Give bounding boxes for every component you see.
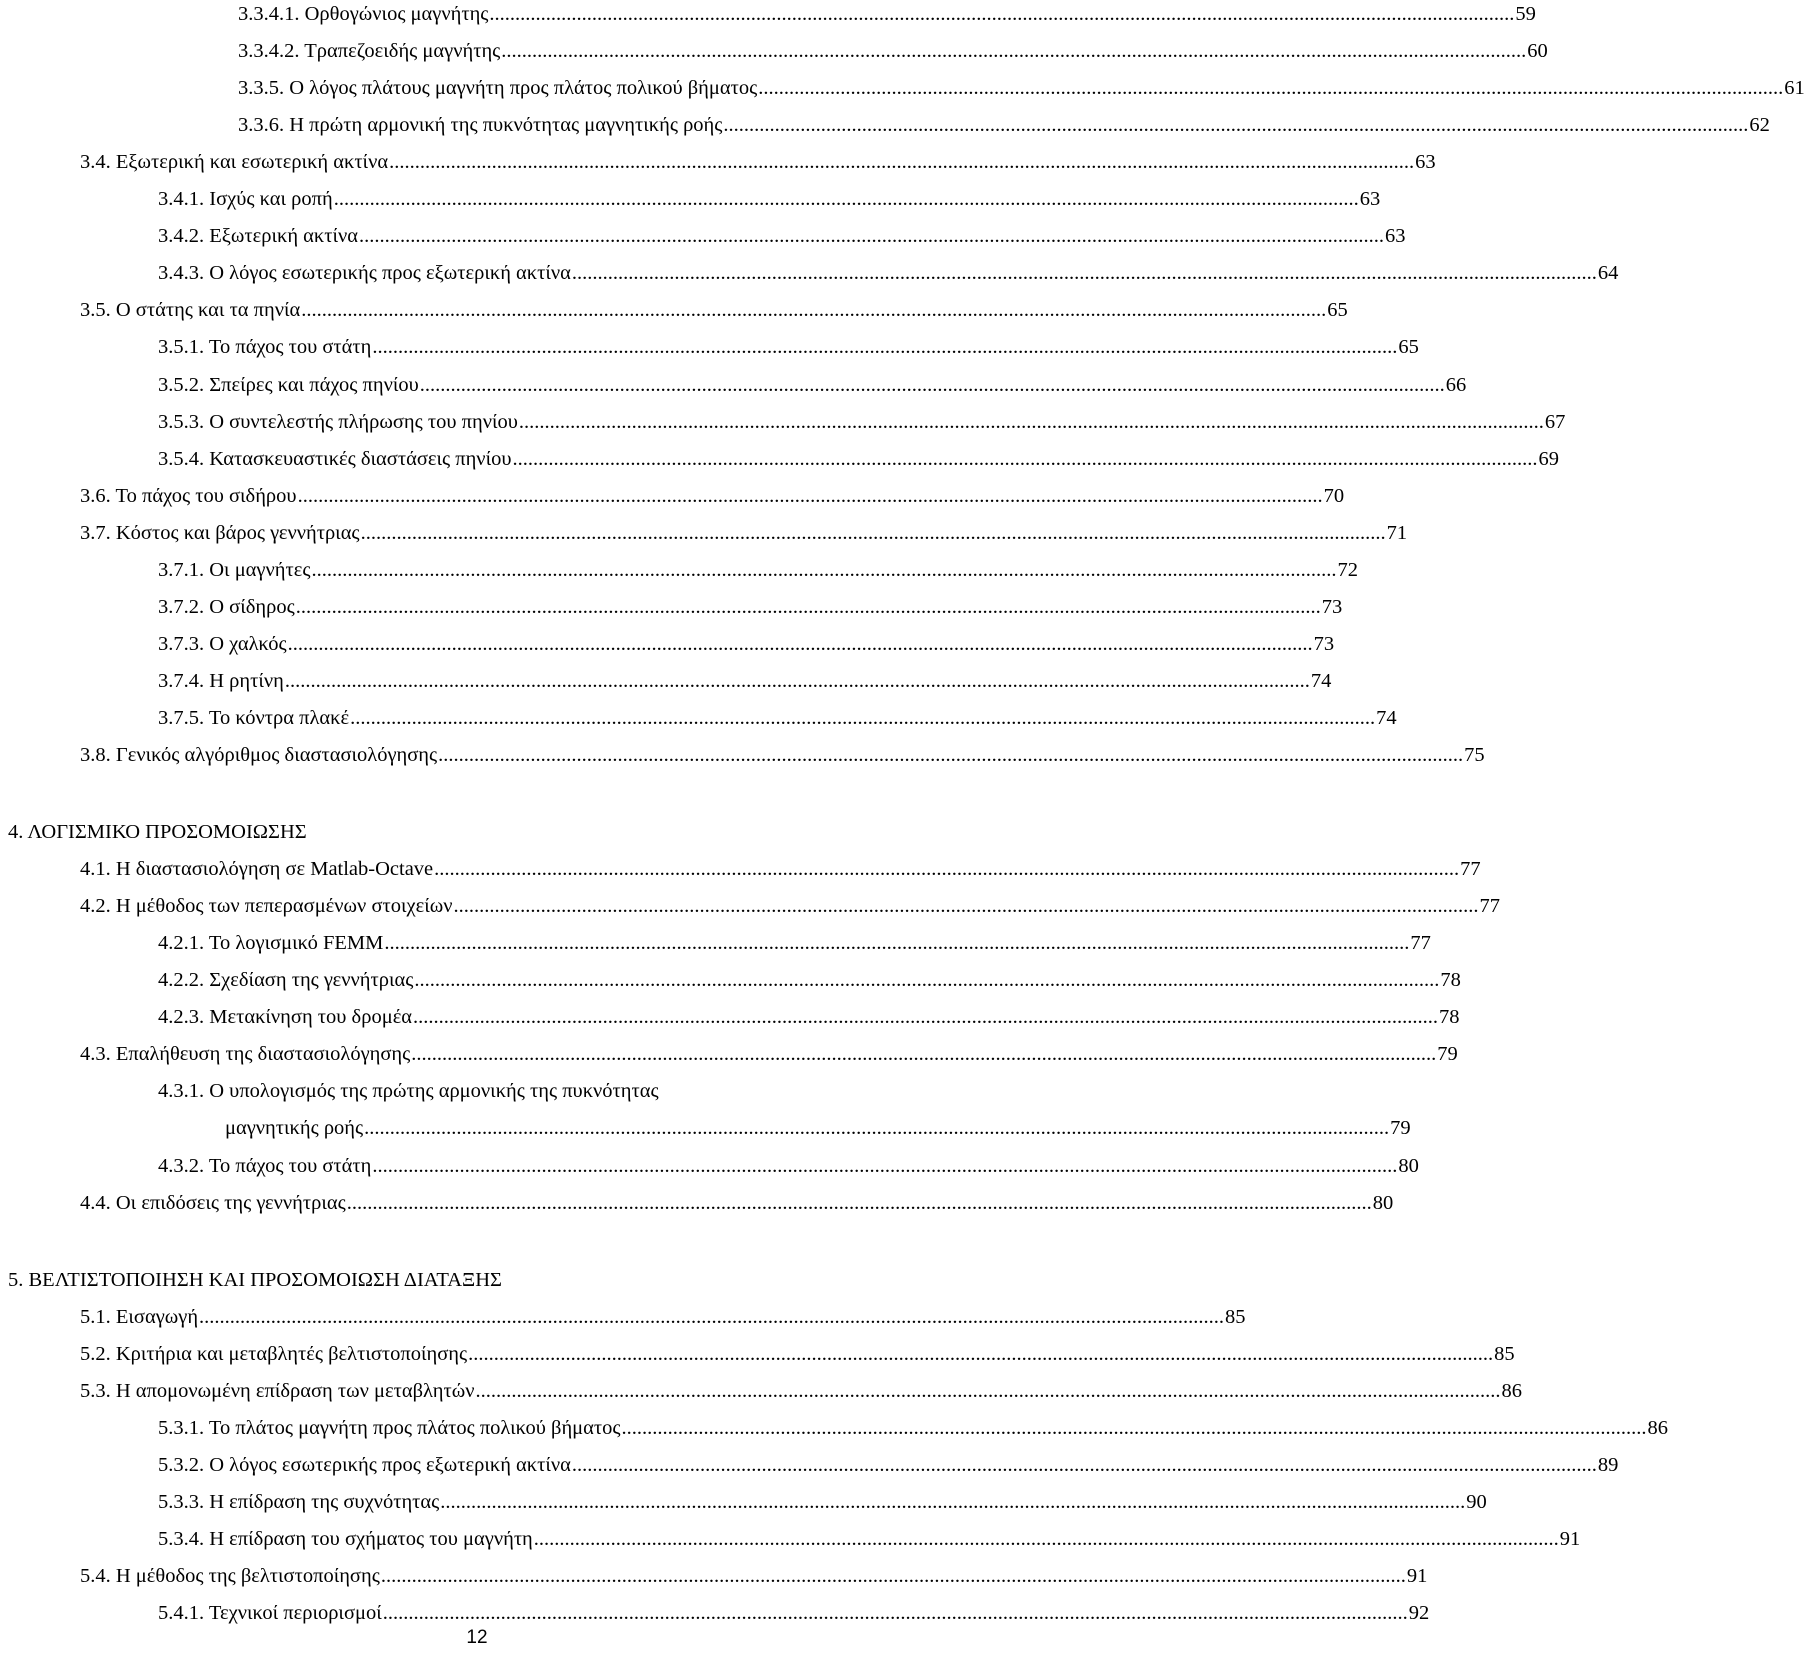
toc-entry-page: 63 xyxy=(1385,225,1406,248)
toc-dot-leader: ........................................................................................................................................................................................................ xyxy=(438,744,1464,766)
toc-entry-page: 73 xyxy=(1321,595,1343,618)
toc-entry-label: 3.3.4.1. Ορθογώνιος μαγνήτης xyxy=(238,3,489,25)
toc-dot-leader: ........................................................................................................................................................................................................ xyxy=(382,1602,1408,1625)
toc-entry[interactable] xyxy=(158,439,1559,479)
toc-entry-page: 79 xyxy=(1390,1117,1411,1140)
toc-entry-page: 92 xyxy=(1408,1602,1430,1625)
toc-dot-leader: ........................................................................................................................................................................................................ xyxy=(571,262,1597,285)
toc-entry[interactable] xyxy=(158,997,1460,1037)
toc-dot-leader: ........................................................................................................................................................................................................ xyxy=(414,969,1440,992)
toc-entry-page: 85 xyxy=(1494,1342,1515,1365)
toc-entry-label: 5.3. Η απομονωμένη επίδραση των μεταβλητών xyxy=(80,1379,475,1402)
toc-entry-label: 3.7. Κόστος και βάρος γεννήτριας xyxy=(80,521,360,544)
toc-dot-leader: ........................................................................................................................................................................................................ xyxy=(360,521,1386,544)
toc-entry-page: 91 xyxy=(1406,1565,1428,1587)
toc-entry-label: 4.2.2. Σχεδίαση της γεννήτριας xyxy=(158,969,414,992)
toc-entry-label: 3.6. Το πάχος του σιδήρου xyxy=(80,484,297,507)
toc-entry[interactable] xyxy=(8,812,930,852)
toc-entry-label: 3.3.5. Ο λόγος πλάτους μαγνήτη προς πλάτος πολικού βήματος xyxy=(238,77,758,100)
toc-dot-leader: ........................................................................................................................................................................................................ xyxy=(758,77,1784,100)
toc-entry-page: 80 xyxy=(1398,1154,1419,1177)
toc-entry-page: 63 xyxy=(1415,151,1436,174)
toc-entry-label: 3.4.3. Ο λόγος εσωτερικής προς εξωτερική ακτίνα xyxy=(158,262,571,285)
toc-entry-label: 3.8. Γενικός αλγόριθμος διαστασιολόγησης xyxy=(80,744,438,766)
toc-entry[interactable] xyxy=(80,142,1436,182)
toc-entry-label: 5.1. Εισαγωγή xyxy=(80,1305,199,1328)
toc-dot-leader: ........................................................................................................................................................................................................ xyxy=(475,1379,1501,1402)
toc-entry[interactable] xyxy=(158,661,1332,701)
toc-entry-label: 5.3.3. Η επίδραση της συχνότητας xyxy=(158,1490,440,1513)
toc-dot-leader: ........................................................................................................................................................................................................ xyxy=(287,632,1313,655)
toc-entry-label: 5.4.1. Τεχνικοί περιορισμοί xyxy=(158,1602,382,1625)
toc-entry-label: 3.7.4. Η ρητίνη xyxy=(158,669,284,692)
toc-entry-label: 4.1. Η διαστασιολόγηση σε Matlab-Octave xyxy=(80,858,434,881)
toc-entry[interactable] xyxy=(238,105,1770,145)
toc-entry-page: 65 xyxy=(1327,299,1348,322)
toc-entry-page: 78 xyxy=(1439,1006,1460,1029)
toc-entry[interactable] xyxy=(158,253,1619,293)
toc-dot-leader: ........................................................................................................................................................................................................ xyxy=(333,188,1359,211)
page-number: 12 xyxy=(466,1627,488,1648)
toc-entry[interactable] xyxy=(158,365,1467,405)
toc-entry[interactable] xyxy=(80,1556,1428,1596)
toc-entry-page: 74 xyxy=(1376,706,1397,729)
toc-dot-leader: ........................................................................................................................................................................................................ xyxy=(723,114,1749,137)
toc-dot-leader: ........................................................................................................................................................................................................ xyxy=(419,373,1445,396)
toc-entry[interactable] xyxy=(80,476,1345,516)
toc-entry[interactable] xyxy=(158,1146,1419,1186)
toc-entry[interactable] xyxy=(80,290,1348,330)
toc-dot-leader: ........................................................................................................................................................................................................ xyxy=(440,1490,1466,1513)
toc-entry-page: 59 xyxy=(1515,3,1536,25)
toc-entry-label: 3.5.4. Κατασκευαστικές διαστάσεις πηνίου xyxy=(158,447,512,470)
toc-entry-page: 74 xyxy=(1310,669,1332,692)
toc-entry[interactable] xyxy=(238,31,1548,71)
toc-entry-label: 3.5.1. Το πάχος του στάτη xyxy=(158,336,372,359)
toc-entry-label: 3.4. Εξωτερική και εσωτερική ακτίνα xyxy=(80,151,389,174)
toc-entry-page: 71 xyxy=(1386,521,1408,544)
toc-dot-leader: ........................................................................................................................................................................................................ xyxy=(301,299,1327,322)
toc-entry-page: 73 xyxy=(1313,632,1335,655)
toc-entry[interactable] xyxy=(8,1260,930,1300)
toc-dot-leader: ........................................................................................................................................................................................................ xyxy=(384,932,1410,955)
toc-entry-label: 4.3. Επαλήθευση της διαστασιολόγησης xyxy=(80,1043,411,1066)
toc-entry-label: 4. ΛΟΓΙΣΜΙΚΟ ΠΡΟΣΟΜΟΙΩΣΗΣ xyxy=(8,821,307,844)
toc-entry-label: 5. ΒΕΛΤΙΣΤΟΠΟΙΗΣΗ ΚΑΙ ΠΡΟΣΟΜΟΙΩΣΗ ΔΙΑΤΑΞΗΣ xyxy=(8,1268,502,1291)
toc-dot-leader: ........................................................................................................................................................................................................ xyxy=(295,595,1321,618)
toc-entry[interactable] xyxy=(158,1445,1619,1485)
toc-entry-page: 78 xyxy=(1440,969,1461,992)
toc-entry[interactable] xyxy=(80,513,1408,553)
toc-entry[interactable] xyxy=(158,402,1566,442)
toc-dot-leader: ........................................................................................................................................................................................................ xyxy=(284,669,1310,692)
toc-entry-page: 79 xyxy=(1437,1043,1458,1066)
toc-entry-label: 5.3.4. Η επίδραση του σχήματος του μαγνήτη xyxy=(158,1527,533,1550)
toc-entry-page: 77 xyxy=(1410,932,1431,955)
toc-entry-label: 3.4.2. Εξωτερική ακτίνα xyxy=(158,225,359,248)
toc-entry-page: 64 xyxy=(1597,262,1619,285)
toc-entry[interactable] xyxy=(238,0,1536,34)
toc-entry-page: 91 xyxy=(1559,1527,1581,1550)
toc-entry-page: 89 xyxy=(1597,1453,1619,1476)
toc-entry-label: 3.3.6. Η πρώτη αρμονική της πυκνότητας μαγνητικής ροής xyxy=(238,114,723,137)
toc-entry[interactable] xyxy=(158,923,1431,963)
toc-entry-page: 69 xyxy=(1538,447,1559,470)
toc-dot-leader: ........................................................................................................................................................................................................ xyxy=(199,1305,1225,1328)
toc-entry[interactable] xyxy=(158,550,1358,590)
toc-entry-page: 62 xyxy=(1749,114,1770,137)
toc-dot-leader: ........................................................................................................................................................................................................ xyxy=(571,1453,1597,1476)
toc-entry-label: 5.4. Η μέθοδος της βελτιστοποίησης xyxy=(80,1565,380,1587)
toc-dot-leader: ........................................................................................................................................................................................................ xyxy=(372,1154,1398,1177)
toc-dot-leader: ........................................................................................................................................................................................................ xyxy=(501,40,1527,63)
toc-dot-leader: ........................................................................................................................................................................................................ xyxy=(533,1527,1559,1550)
toc-entry[interactable] xyxy=(158,624,1335,664)
toc-dot-leader: ........................................................................................................................................................................................................ xyxy=(297,484,1323,507)
toc-entry[interactable] xyxy=(225,1108,1411,1148)
toc-entry[interactable] xyxy=(80,1334,1515,1374)
toc-entry-page: 85 xyxy=(1225,1305,1246,1328)
toc-entry[interactable] xyxy=(158,179,1381,219)
toc-entry[interactable] xyxy=(80,1034,1458,1074)
toc-entry-label: 4.2. Η μέθοδος των πεπερασμένων στοιχείων xyxy=(80,895,453,918)
toc-dot-leader: ........................................................................................................................................................................................................ xyxy=(380,1565,1406,1587)
toc-entry-label: 3.3.4.2. Τραπεζοειδής μαγνήτης xyxy=(238,40,501,63)
toc-entry-label: 3.7.1. Οι μαγνήτες xyxy=(158,558,311,581)
toc-entry-label: 4.3.2. Το πάχος του στάτη xyxy=(158,1154,372,1177)
toc-entry-label: 3.5.2. Σπείρες και πάχος πηνίου xyxy=(158,373,419,396)
toc-entry-page: 67 xyxy=(1544,410,1566,433)
toc-dot-leader: ........................................................................................................................................................................................................ xyxy=(621,1416,1647,1439)
toc-dot-leader: ........................................................................................................................................................................................................ xyxy=(346,1191,1372,1214)
toc-dot-leader: ........................................................................................................................................................................................................ xyxy=(364,1117,1390,1140)
toc-entry[interactable] xyxy=(238,68,1805,108)
toc-entry-page: 66 xyxy=(1445,373,1467,396)
toc-entry-page: 75 xyxy=(1464,744,1485,766)
toc-dot-leader: ........................................................................................................................................................................................................ xyxy=(518,410,1544,433)
toc-dot-leader: ........................................................................................................................................................................................................ xyxy=(413,1006,1439,1029)
toc-dot-leader: ........................................................................................................................................................................................................ xyxy=(350,706,1376,729)
toc-dot-leader: ........................................................................................................................................................................................................ xyxy=(389,151,1415,174)
toc-entry-label: 3.7.2. Ο σίδηρος xyxy=(158,595,295,618)
toc-entry-page: 70 xyxy=(1323,484,1345,507)
toc-entry-page: 77 xyxy=(1460,858,1481,881)
toc-entry-page: 80 xyxy=(1372,1191,1394,1214)
toc-entry-page: 86 xyxy=(1647,1416,1669,1439)
toc-entry[interactable] xyxy=(158,1519,1581,1559)
toc-entry-page: 90 xyxy=(1466,1490,1487,1513)
toc-entry-label: 4.2.3. Μετακίνηση του δρομέα xyxy=(158,1006,413,1029)
toc-dot-leader: ........................................................................................................................................................................................................ xyxy=(468,1342,1494,1365)
toc-dot-leader: ........................................................................................................................................................................................................ xyxy=(311,558,1337,581)
toc-entry[interactable] xyxy=(80,1297,1246,1337)
toc-entry-page: 65 xyxy=(1398,336,1419,359)
toc-entry-page: 77 xyxy=(1479,895,1500,918)
toc-entry-label: μαγνητικής ροής xyxy=(225,1117,364,1140)
toc-entry-page: 86 xyxy=(1501,1379,1522,1402)
toc-dot-leader: ........................................................................................................................................................................................................ xyxy=(489,3,1515,25)
toc-entry-page: 60 xyxy=(1527,40,1548,63)
toc-entry-label: 3.4.1. Ισχύς και ροπή xyxy=(158,188,333,211)
toc-dot-leader: ........................................................................................................................................................................................................ xyxy=(359,225,1385,248)
toc-entry[interactable] xyxy=(158,216,1406,256)
toc-entry-label: 3.5.3. Ο συντελεστής πλήρωσης του πηνίου xyxy=(158,410,518,433)
toc-entry[interactable] xyxy=(158,960,1461,1000)
toc-dot-leader: ........................................................................................................................................................................................................ xyxy=(411,1043,1437,1066)
toc-entry[interactable] xyxy=(80,1183,1394,1223)
toc-entry-label: 5.3.1. Το πλάτος μαγνήτη προς πλάτος πολικού βήματος xyxy=(158,1416,621,1439)
toc-dot-leader: ........................................................................................................................................................................................................ xyxy=(434,858,1460,881)
toc-entry[interactable] xyxy=(158,1482,1487,1522)
toc-entry[interactable] xyxy=(158,327,1419,367)
toc-entry-page: 63 xyxy=(1359,188,1381,211)
toc-entry-label: 5.3.2. Ο λόγος εσωτερικής προς εξωτερική ακτίνα xyxy=(158,1453,571,1476)
toc-dot-leader: ........................................................................................................................................................................................................ xyxy=(512,447,1538,470)
toc-entry[interactable] xyxy=(80,886,1500,926)
toc-dot-leader: ........................................................................................................................................................................................................ xyxy=(372,336,1398,359)
toc-entry-page: 61 xyxy=(1784,77,1805,100)
toc-entry-label: 3.7.3. Ο χαλκός xyxy=(158,632,287,655)
toc-entry[interactable] xyxy=(158,1408,1669,1448)
toc-entry-label: 4.4. Οι επιδόσεις της γεννήτριας xyxy=(80,1191,346,1214)
toc-entry[interactable] xyxy=(80,849,1481,889)
toc-entry-label: 3.7.5. Το κόντρα πλακέ xyxy=(158,706,350,729)
toc-entry[interactable] xyxy=(158,698,1397,738)
toc-entry-label: 4.3.1. Ο υπολογισμός της πρώτης αρμονικής της πυκνότητας xyxy=(158,1080,659,1103)
toc-entry[interactable] xyxy=(80,1371,1522,1411)
toc-entry-page: 72 xyxy=(1337,558,1358,581)
toc-dot-leader: ........................................................................................................................................................................................................ xyxy=(453,895,1479,918)
toc-entry-label: 5.2. Κριτήρια και μεταβλητές βελτιστοποίησης xyxy=(80,1342,468,1365)
toc-entry-label: 4.2.1. Το λογισμικό FEMM xyxy=(158,932,384,955)
toc-entry[interactable] xyxy=(158,1071,930,1111)
toc-entry[interactable] xyxy=(158,587,1343,627)
toc-entry[interactable] xyxy=(80,735,1485,775)
toc-entry-label: 3.5. Ο στάτης και τα πηνία xyxy=(80,299,301,322)
